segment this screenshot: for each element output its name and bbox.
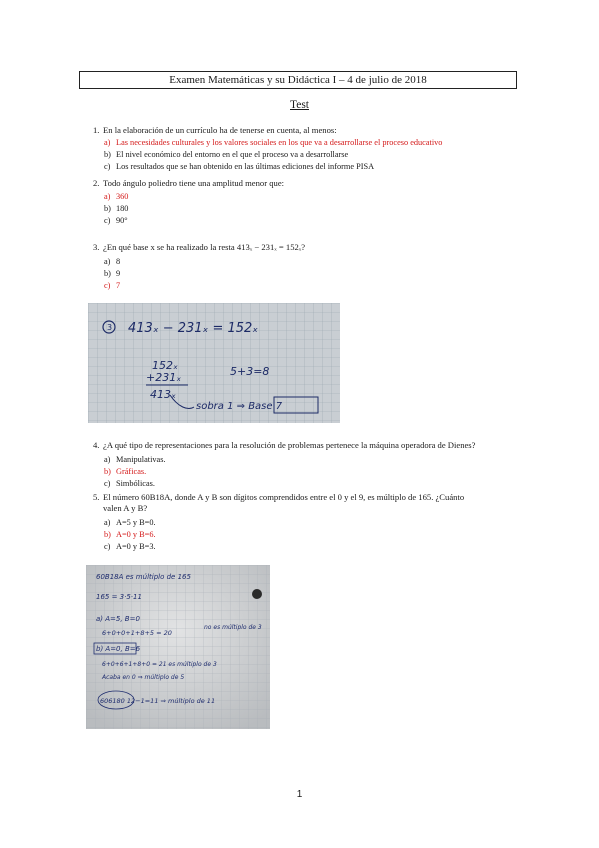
handwritten-photo-base-subtraction	[88, 303, 340, 423]
question-5-continued: valen A y B?	[103, 503, 148, 513]
exam-header: Examen Matemáticas y su Didáctica I – 4 de julio de 2018	[79, 71, 517, 89]
q3-option-a: a) 8	[104, 257, 121, 266]
photo2-line-6: b) A=0, B=6	[96, 645, 141, 653]
q4-option-c: c) Simbólicas.	[104, 479, 155, 488]
photo2-line-5: no es múltiplo de 3	[204, 624, 262, 631]
q2-option-b: b) 180	[104, 204, 129, 213]
question-4: 4. ¿A qué tipo de representaciones para la resolución de problemas pertenece la máquina operadora de Dienes?	[93, 440, 476, 450]
q3-option-b: b) 9	[104, 269, 121, 278]
photo2-line-1: 60B18A es múltiplo de 165	[96, 573, 191, 581]
q5-option-c: c) A=0 y B=3.	[104, 542, 156, 551]
svg-text:3: 3	[107, 323, 113, 332]
q4-option-b: b) Gráficas.	[104, 467, 147, 476]
q2-option-c: c) 90°	[104, 216, 128, 225]
question-5: 5. El número 60B18A, donde A y B son dígitos comprendidos entre el 0 y el 9, es múltiplo de 165. ¿Cuánto	[93, 492, 465, 502]
q1-option-c: c) Los resultados que se han obtenido en las últimas ediciones del informe PISA	[104, 162, 375, 171]
section-title: Test	[290, 99, 309, 111]
photo1-line-413: 413ₓ	[150, 388, 176, 401]
q1-option-a: a) Las necesidades culturales y los valores sociales en los que va a desarrollarse el proceso educativo	[104, 138, 443, 147]
photo1-line-152: 152ₓ	[152, 359, 178, 372]
handwritten-photo-divisibility	[86, 565, 270, 729]
question-2: 2. Todo ángulo poliedro tiene una amplitud menor que:	[93, 178, 285, 188]
paper-hole	[252, 589, 262, 599]
q4-option-a: a) Manipulativas.	[104, 455, 166, 464]
question-1: 1. En la elaboración de un currículo ha de tenerse en cuenta, al menos:	[93, 125, 337, 135]
photo2-line-4: 6+0+0+1+8+5 = 20	[102, 629, 172, 637]
q5-option-b: b) A=0 y B=6.	[104, 530, 156, 539]
photo2-line-8: Acaba en 0 ⇒ múltiplo de 5	[102, 674, 185, 681]
photo2-line-3: a) A=5, B=0	[96, 615, 140, 623]
photo1-equation: 413ₓ − 231ₓ = 152ₓ	[128, 321, 259, 336]
photo2-line-2: 165 = 3·5·11	[96, 593, 142, 601]
photo1-line-sum: 5+3=8	[230, 365, 270, 378]
q3-option-c: c) 7	[104, 281, 121, 290]
photo2-line-7: 6+0+6+1+8+0 = 21 es múltiplo de 3	[102, 661, 217, 668]
q5-option-a: a) A=5 y B=0.	[104, 518, 156, 527]
photo1-conclusion: sobra 1 ⇒ Base 7	[196, 401, 283, 412]
photo1-line-231: +231ₓ	[146, 371, 182, 384]
photo2-line-9: 606180 12−1=11 ⇒ múltiplo de 11	[100, 697, 216, 705]
question-3: 3. ¿En qué base x se ha realizado la resta 413ₓ − 231ₓ = 152ₓ?	[93, 242, 306, 252]
page-number: 1	[296, 789, 303, 800]
q1-option-b: b) El nivel económico del entorno en el que el proceso va a desarrollarse	[104, 150, 349, 159]
q2-option-a: a) 360	[104, 192, 129, 201]
